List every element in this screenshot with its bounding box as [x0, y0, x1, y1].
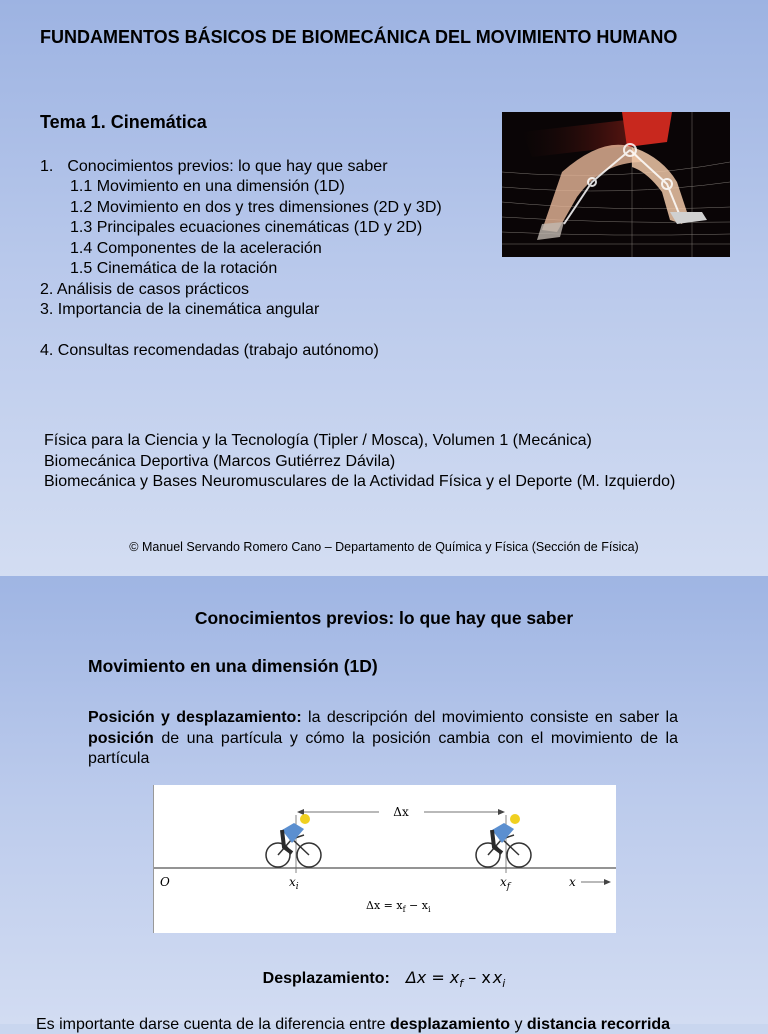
axis-label: x [569, 875, 576, 889]
formula-equation: $\Delta x = x_f - x$ $x_i$ [405, 968, 506, 991]
cyclist-initial [266, 814, 321, 867]
figure-equation: $\Delta x = x_f - x_i$ [366, 899, 431, 914]
displacement-formula [0, 968, 768, 990]
displacement-diagram [154, 785, 616, 933]
bottom-note [36, 1016, 670, 1034]
note-text: y [510, 1016, 527, 1033]
runner-skeleton-photo [502, 112, 730, 257]
formula-label: Desplazamiento: [262, 970, 390, 987]
list-item: 3. Importancia de la cinemática angular [40, 301, 320, 318]
term-bold: Posición y desplazamiento: [88, 709, 302, 726]
cyclist-final [476, 814, 531, 867]
reference-item: Biomecánica Deportiva (Marcos Gutiérrez Dávila) [44, 453, 396, 470]
list-item: 2. Análisis de casos prácticos [40, 281, 249, 298]
list-number: 1. [40, 158, 54, 175]
note-text: Es importante darse cuenta de la diferencia entre [36, 1016, 390, 1033]
slide-title: Conocimientos previos: lo que hay que saber [194, 608, 574, 628]
list-item: 1.5 Cinemática de la rotación [70, 260, 278, 277]
xi-label: $x_i$ [289, 875, 299, 892]
tema-heading: Tema 1. Cinemática [40, 112, 207, 132]
reference-item: Física para la Ciencia y la Tecnología (Tipler / Mosca), Volumen 1 (Mecánica) [44, 432, 592, 449]
note-bold: distancia recorrida [526, 1016, 671, 1033]
definition-paragraph [88, 708, 678, 770]
section-heading: Movimiento en una dimensión (1D) [88, 656, 378, 676]
list-item: 1.2 Movimiento en dos y tres dimensiones (2D y 3D) [70, 199, 442, 216]
para-text: la descripción del movimiento consiste en saber la [301, 709, 679, 726]
list-text: Conocimientos previos: lo que hay que saber [67, 158, 388, 175]
reference-item: Biomecánica y Bases Neuromusculares de la Actividad Física y el Deporte (M. Izquierdo) [44, 473, 676, 490]
origin-label: O [160, 875, 170, 889]
list-item: 1.1 Movimiento en una dimensión (1D) [70, 178, 345, 195]
slide-2 [0, 576, 768, 1033]
list-item: 1.3 Principales ecuaciones cinemáticas (1D y 2D) [70, 219, 423, 236]
slide-title: FUNDAMENTOS BÁSICOS DE BIOMECÁNICA DEL MOVIMIENTO HUMANO [40, 27, 678, 47]
list-item: 1.4 Componentes de la aceleración [70, 240, 322, 257]
delta-x-label: Δx [393, 805, 409, 819]
list-item [40, 157, 388, 177]
xf-label: $x_f$ [500, 875, 511, 892]
note-bold: desplazamiento [389, 1016, 511, 1033]
term-bold: posición [88, 729, 154, 747]
list-item: 4. Consultas recomendadas (trabajo autónomo) [40, 342, 379, 359]
runner-illustration [502, 112, 730, 257]
copyright-note: © Manuel Servando Romero Cano – Departamento de Química y Física (Sección de Física) [129, 540, 639, 554]
para-text: de una partícula y cómo la posición cambia con el movimiento de la partícula [88, 729, 678, 767]
displacement-figure [153, 785, 616, 933]
